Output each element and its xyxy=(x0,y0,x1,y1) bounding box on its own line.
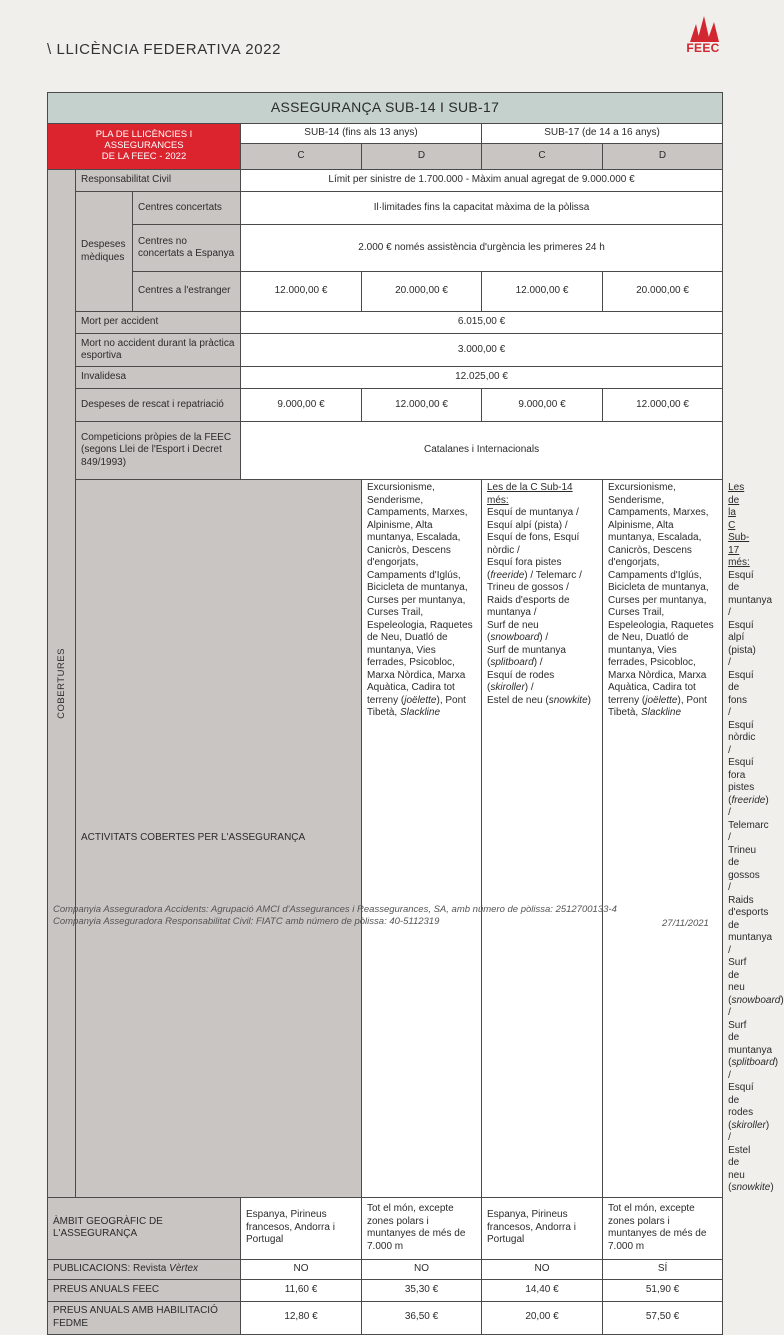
col-header-c-sub14: C xyxy=(241,144,362,170)
value-rescat-d14: 12.000,00 € xyxy=(362,389,482,422)
publicacions-d-sub14: NO xyxy=(362,1259,482,1279)
plan-label: PLA DE LLICÈNCIES I ASSEGURANCES DE LA FEEC - 2022 xyxy=(48,124,241,170)
feec-logo xyxy=(684,14,722,58)
value-invalidesa: 12.025,00 € xyxy=(241,367,723,389)
ambit-c-sub14: Espanya, Pirineus francesos, Andorra i Portugal xyxy=(241,1197,362,1259)
publicacions-c-sub17: NO xyxy=(482,1259,603,1279)
value-mort-no: 3.000,00 € xyxy=(241,334,723,367)
row-label-concertats: Centres concertats xyxy=(133,192,241,225)
activitats-d-sub14: Les de la C Sub-14 més: Esquí de muntanya / Esquí alpí (pista) / Esquí de fons, Esquí nòrdic / Esquí fora pistes (freeride) / Telemarc / Trineu de gossos / Raids d'esports de muntanya / Surf de neu (snowboard) / Surf de muntanya (splitboard) / Esquí de rodes (skiroller) / Estel de neu (snowkite) xyxy=(482,480,603,1198)
row-label-no-concertats: Centres no concertats a Espanya xyxy=(133,225,241,272)
mountain-logo-icon xyxy=(684,14,722,42)
row-label-competicions: Competicions pròpies de la FEEC (segons Llei de l'Esport i Decret 849/1993) xyxy=(76,422,241,480)
footer-line-accidents: Companyia Asseguradora Accidents: Agrupació AMCI d'Assegurances i Reassegurances, SA, amb número de pòlissa: 2512700133-4 xyxy=(53,904,617,915)
logo-text: FEEC xyxy=(686,41,720,55)
ambit-c-sub17: Espanya, Pirineus francesos, Andorra i Portugal xyxy=(482,1197,603,1259)
col-header-d-sub17: D xyxy=(603,144,723,170)
publicacions-d-sub17: SÍ xyxy=(603,1259,723,1279)
preus-c-sub17: 14,40 € xyxy=(482,1279,603,1301)
row-label-mort: Mort per accident xyxy=(76,312,241,334)
value-concertats: Il·limitades fins la capacitat màxima de la pòlissa xyxy=(241,192,723,225)
group-header-sub14: SUB-14 (fins als 13 anys) xyxy=(241,124,482,144)
activitats-c-sub17: Excursionisme, Senderisme, Campaments, Marxes, Alpinisme, Alta muntanya, Escalada, Canicròs, Descens d'engorjats, Campaments d'Iglús, Bicicleta de muntanya, Curses per muntanya, Curses Trail, Espeleologia, Raquetes de Neu, Duatló de muntanya, Vies ferrades, Psicobloc, Marxa Nòrdica, Marxa Aquàtica, Cadira tot terreny (joëlette), Pont Tibetà, Slackline xyxy=(603,480,723,1198)
footer-date: 27/11/2021 xyxy=(662,918,709,929)
value-no-concertats: 2.000 € només assistència d'urgència les primeres 24 h xyxy=(241,225,723,272)
row-label-activitats: ACTIVITATS COBERTES PER L'ASSEGURANÇA xyxy=(76,480,362,1198)
publicacions-c-sub14: NO xyxy=(241,1259,362,1279)
cobertures-label: COBERTURES xyxy=(48,170,76,1198)
insurance-table: ASSEGURANÇA SUB-14 I SUB-17 PLA DE LLICÈNCIES I ASSEGURANCES DE LA FEEC - 2022 SUB-14 (fins als 13 anys) SUB-17 (de 14 a 16 anys) C D C D COBERTURES Responsabilitat Civil Límit per sinistre de 1.700.000 - Màxim anual agregat de 9.000.000 € Despeses mèdiques Centres concertats Il·limitades fins la capacitat màxima de la pòlissa Centres no concertats a Espanya 2.000 € només assistència d'urgència les primeres 24 h Centres a l'estranger 12.000,00 € 20.000,00 € 12.000,00 € 20.000,00 € Mort per accident 6.015,00 € Mort no accident durant la pràctica esportiva 3.000,00 € Invalidesa 12.025,00 € Despeses de rescat i repatriació 9.000,00 € 12.000,00 € 9.000,00 € 12.000,00 € Competicions pròpies de la FEEC (segons Llei de l'Esport i Decret 849/1993) Catalanes i Internacionals ACTIVITATS COBERTES PER L'ASSEGURANÇA Excursionisme, Senderisme, Campaments, Marxes, Alpinisme, Alta muntanya, Escalada, Canicròs, Descens d'engorjats, Campaments d'Iglús, Bicicleta de muntanya, Curses per muntanya, Curses Trail, Espeleologia, Raquetes de Neu, Duatló de muntanya, Vies ferrades, Psicobloc, Marxa Nòrdica, Marxa Aquàtica, Cadira tot terreny (joëlette), Pont Tibetà, Slackline Les de la C Sub-14 més: Esquí de muntanya / Esquí alpí (pista) / Esquí de fons, Esquí nòrdic / Esquí fora pistes (freeride) / Telemarc / Trineu de gossos / Raids d'esports de muntanya / Surf de neu (snowboard) / Surf de muntanya (splitboard) / Esquí de rodes (skiroller) / Estel de neu (snowkite) Excursionisme, Senderisme, Campaments, Marxes, Alpinisme, Alta muntanya, Escalada, Canicròs, Descens d'engorjats, Campaments d'Iglús, Bicicleta de muntanya, Curses per muntanya, Curses Trail, Espeleologia, Raquetes de Neu, Duatló de muntanya, Vies ferrades, Psicobloc, Marxa Nòrdica, Marxa Aquàtica, Cadira tot terreny (joëlette), Pont Tibetà, Slackline Les de la C Sub-17 més: Esquí de muntanya / Esquí alpí (pista) / Esquí de fons / Esquí nòrdic / Esquí fora pistes (freeride) / Telemarc / Trineu de gossos / Raids d'esports de muntanya / Surf de neu (snowboard) / Surf de muntanya (splitboard) / Esquí de rodes (skiroller) / Estel de neu (snowkite) ÀMBIT GEOGRÀFIC DE L'ASSEGURANÇA Espanya, Pirineus francesos, Andorra i Portugal Tot el món, excepte zones polars i muntanyes de més de 7.000 m Espanya, Pirineus francesos, Andorra i Portugal Tot el món, excepte zones polars i muntanyes de més de 7.000 m PUBLICACIONS: Revista Vèrtex NO NO NO SÍ PREUS ANUALS FEEC 11,60 € 35,30 € 14,40 € 51,90 € PREUS ANUALS AMB HABILITACIÓ FEDME 12,80 € 36,50 € 20,00 € 57,50 € xyxy=(47,92,723,1335)
preus-fedme-c-sub14: 12,80 € xyxy=(241,1301,362,1334)
row-label-medical: Despeses mèdiques xyxy=(76,192,133,312)
row-label-preus: PREUS ANUALS FEEC xyxy=(48,1279,241,1301)
table-band-title: ASSEGURANÇA SUB-14 I SUB-17 xyxy=(48,93,723,124)
preus-d-sub17: 51,90 € xyxy=(603,1279,723,1301)
value-rc: Límit per sinistre de 1.700.000 - Màxim anual agregat de 9.000.000 € xyxy=(241,170,723,192)
ambit-d-sub17: Tot el món, excepte zones polars i muntanyes de més de 7.000 m xyxy=(603,1197,723,1259)
value-rescat-d17: 12.000,00 € xyxy=(603,389,723,422)
value-estranger-d14: 20.000,00 € xyxy=(362,272,482,312)
footer-line-rc: Companyia Asseguradora Responsabilitat Civil: FIATC amb número de pòlissa: 40-5112319 xyxy=(53,916,440,928)
row-label-mort-no: Mort no accident durant la pràctica esportiva xyxy=(76,334,241,367)
preus-fedme-c-sub17: 20,00 € xyxy=(482,1301,603,1334)
col-header-c-sub17: C xyxy=(482,144,603,170)
value-rescat-c14: 9.000,00 € xyxy=(241,389,362,422)
ambit-d-sub14: Tot el món, excepte zones polars i muntanyes de més de 7.000 m xyxy=(362,1197,482,1259)
activitats-c-sub14: Excursionisme, Senderisme, Campaments, Marxes, Alpinisme, Alta muntanya, Escalada, Canicròs, Descens d'engorjats, Campaments d'Iglús, Bicicleta de muntanya, Curses per muntanya, Curses Trail, Espeleologia, Raquetes de Neu, Duatló de muntanya, Vies ferrades, Psicobloc, Marxa Nòrdica, Marxa Aquàtica, Cadira tot terreny (joëlette), Pont Tibetà, Slackline xyxy=(362,480,482,1198)
row-label-estranger: Centres a l'estranger xyxy=(133,272,241,312)
value-rescat-c17: 9.000,00 € xyxy=(482,389,603,422)
row-label-publicacions: PUBLICACIONS: Revista Vèrtex xyxy=(48,1259,241,1279)
col-header-d-sub14: D xyxy=(362,144,482,170)
value-mort: 6.015,00 € xyxy=(241,312,723,334)
preus-fedme-d-sub17: 57,50 € xyxy=(603,1301,723,1334)
preus-fedme-d-sub14: 36,50 € xyxy=(362,1301,482,1334)
row-label-rescat: Despeses de rescat i repatriació xyxy=(76,389,241,422)
group-header-sub17: SUB-17 (de 14 a 16 anys) xyxy=(482,124,723,144)
preus-d-sub14: 35,30 € xyxy=(362,1279,482,1301)
page-title: \ LLICÈNCIA FEDERATIVA 2022 xyxy=(47,41,282,58)
value-estranger-c14: 12.000,00 € xyxy=(241,272,362,312)
value-estranger-d17: 20.000,00 € xyxy=(603,272,723,312)
value-competicions: Catalanes i Internacionals xyxy=(241,422,723,480)
preus-c-sub14: 11,60 € xyxy=(241,1279,362,1301)
row-label-rc: Responsabilitat Civil xyxy=(76,170,241,192)
footer-notes xyxy=(53,904,617,929)
row-label-ambit: ÀMBIT GEOGRÀFIC DE L'ASSEGURANÇA xyxy=(48,1197,241,1259)
row-label-preus-fedme: PREUS ANUALS AMB HABILITACIÓ FEDME xyxy=(48,1301,241,1334)
value-estranger-c17: 12.000,00 € xyxy=(482,272,603,312)
row-label-invalidesa: Invalidesa xyxy=(76,367,241,389)
